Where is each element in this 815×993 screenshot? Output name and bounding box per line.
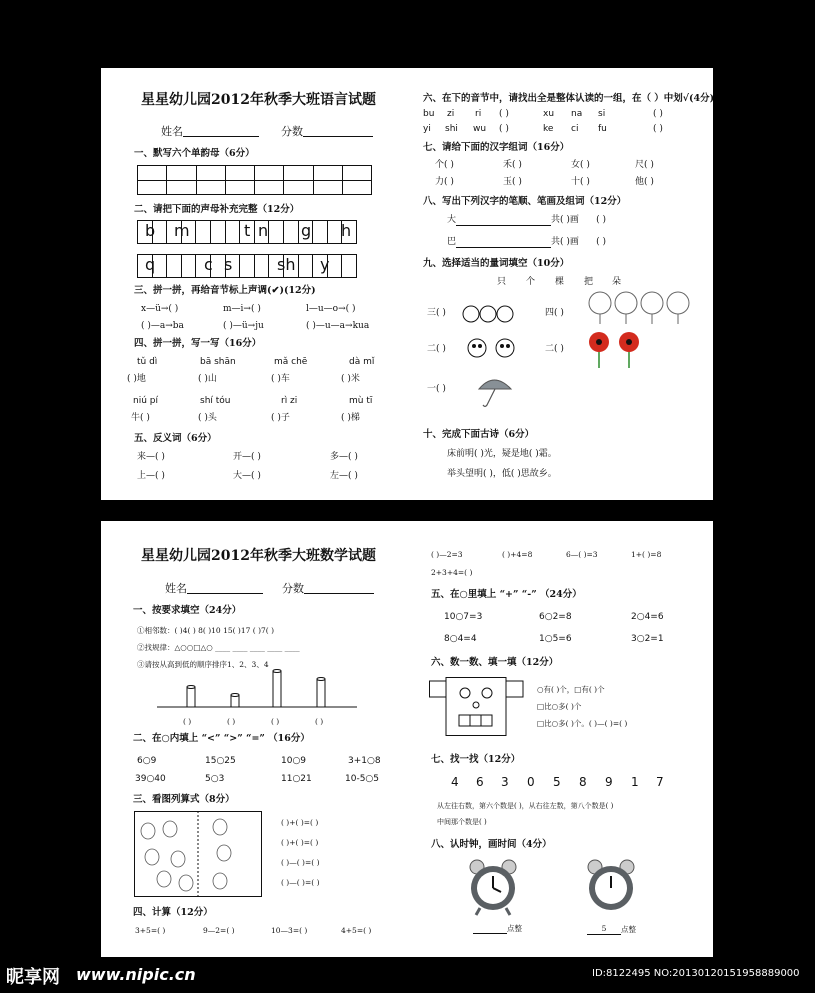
digit: 8 xyxy=(579,775,587,789)
score-label: 分数 xyxy=(282,583,374,594)
pinyin-word: rì zi xyxy=(281,396,298,406)
hanzi-blank: 牛( ) xyxy=(131,413,150,423)
pinyin-item: ( )—a→ba xyxy=(141,321,184,331)
syllable: na xyxy=(571,109,583,119)
trees-icon xyxy=(588,290,698,326)
site-url[interactable]: www.nipic.cn xyxy=(76,965,196,984)
syllable: xu xyxy=(543,109,555,119)
score-label: 分数 xyxy=(281,126,373,137)
digit: 3 xyxy=(501,775,509,789)
name-label: 姓名 xyxy=(161,126,259,137)
site-logo: 昵享网 xyxy=(6,967,60,988)
shape-robot-figure xyxy=(429,677,524,737)
count-line-1: ○有( )个，□有( )个 xyxy=(537,685,605,694)
question-2-heading: 二、请把下面的声母补充完整（12分） xyxy=(134,204,300,215)
calc-item: 3+5=( ) xyxy=(135,926,166,935)
digit: 6 xyxy=(476,775,484,789)
question-6-heading: 六、在下的音节中，请找出全是整体认读的一组，在（ ）中划√(4分) xyxy=(423,93,715,104)
calc-item: 10—3=( ) xyxy=(271,926,308,935)
hanzi-blank: ( )地 xyxy=(127,374,146,384)
order-blank: ( ) xyxy=(227,717,236,726)
calc-item: 9—2=( ) xyxy=(203,926,235,935)
pinyin-item: ( )—ü→ju xyxy=(223,321,264,331)
measure-word: 朵 xyxy=(612,277,622,287)
consonant-q: q xyxy=(145,255,156,274)
stroke-row: 大 共( )画 ( ) xyxy=(447,215,606,225)
syllable: wu xyxy=(473,124,487,134)
time-answer-2: 5 点整 xyxy=(587,923,636,935)
question-10-heading: 十、完成下面古诗（6分） xyxy=(423,429,535,440)
pinyin-word: dà mǐ xyxy=(349,357,375,367)
digit: 5 xyxy=(553,775,561,789)
word-blank: 十( ) xyxy=(571,177,590,187)
operator-item: 6○2=8 xyxy=(539,612,572,622)
consonant-h: h xyxy=(341,221,352,240)
antonym-item: 开—( ) xyxy=(233,452,261,462)
math-test-title: 星星幼儿园2012年秋季大班数学试题 xyxy=(141,548,376,564)
pinyin-word: niú pí xyxy=(133,396,158,406)
antonym-item: 来—( ) xyxy=(137,452,165,462)
poem-line-2: 举头望明( )，低( )思故乡。 xyxy=(447,469,557,479)
compare-item: 6○9 xyxy=(137,756,157,766)
language-test-title: 星星幼儿园2012年秋季大班语言试题 xyxy=(141,92,376,108)
question-6-heading: 六、数一数、填一填（12分） xyxy=(431,657,559,668)
order-blank: ( ) xyxy=(183,717,192,726)
antonym-item: 左—( ) xyxy=(330,471,358,481)
consonant-y: y xyxy=(320,255,330,274)
compare-item: 3+1○8 xyxy=(348,756,381,766)
compare-item: 5○3 xyxy=(205,774,225,784)
syllable: fu xyxy=(598,124,607,134)
consonant-b: b xyxy=(145,221,156,240)
pinyin-item: l—u—o→( ) xyxy=(306,304,356,314)
find-line-1: 从左往右数，第六个数是( )，从右往左数，第八个数是( ) xyxy=(437,802,614,810)
find-line-2: 中间那个数是( ) xyxy=(437,818,487,826)
question-2-heading: 二、在○内填上 “<” “>” “=” （16分） xyxy=(133,733,310,744)
question-4-heading: 四、拼一拼，写一写（16分） xyxy=(134,338,262,349)
alarm-clock-icon xyxy=(586,858,636,918)
picture-equation: ( )—( )=( ) xyxy=(281,858,320,867)
consonant-n: n xyxy=(258,221,269,240)
consonant-t: t xyxy=(244,221,251,240)
question-8-heading: 八、认时钟，画时间（4分） xyxy=(431,839,552,850)
measure-blank: 四( ) xyxy=(545,308,564,318)
operator-item: 1○5=6 xyxy=(539,634,572,644)
count-line-2: □比○多( )个 xyxy=(537,702,582,711)
antonym-item: 多—( ) xyxy=(330,452,358,462)
consonant-s: s xyxy=(224,255,233,274)
consonant-m: m xyxy=(174,221,190,240)
hanzi-blank: ( )子 xyxy=(271,413,290,423)
measure-word: 个 xyxy=(526,277,536,287)
time-answer-1: 点整 xyxy=(473,923,522,934)
operator-item: 2○4=6 xyxy=(631,612,664,622)
stroke-row: 巴 共( )画 ( ) xyxy=(447,237,606,247)
compare-item: 10○9 xyxy=(281,756,307,766)
word-blank: 力( ) xyxy=(435,177,454,187)
count-line-3: □比○多( )个。( )—( )=( ) xyxy=(537,719,628,728)
digit: 4 xyxy=(451,775,459,789)
pinyin-word: bā shān xyxy=(200,357,236,367)
question-4-heading: 四、计算（12分） xyxy=(133,907,213,918)
question-9-heading: 九、选择适当的量词填空（10分） xyxy=(423,258,570,269)
answer-blank: ( ) xyxy=(653,109,663,119)
top-equation: 6—( )=3 xyxy=(566,550,598,559)
digit: 9 xyxy=(605,775,613,789)
pattern-row: ②找规律：△○○□△○ ____ ____ ____ ____ ____ xyxy=(137,643,300,652)
math-test-sheet xyxy=(101,521,713,957)
question-1-heading: 一、默写六个单韵母（6分） xyxy=(134,148,255,159)
question-1-heading: 一、按要求填空（24分） xyxy=(133,605,242,616)
flowers-icon xyxy=(586,330,646,370)
word-blank: 个( ) xyxy=(435,160,454,170)
answer-blank: ( ) xyxy=(499,124,509,134)
measure-blank: 二( ) xyxy=(545,344,564,354)
question-5-heading: 五、在○里填上 “+” “-” （24分） xyxy=(431,589,582,600)
syllable: ke xyxy=(543,124,554,134)
syllable: zi xyxy=(447,109,455,119)
measure-blank: 二( ) xyxy=(427,344,446,354)
syllable: ri xyxy=(475,109,482,119)
hanzi-blank: ( )梯 xyxy=(341,413,360,423)
question-7-heading: 七、请给下面的汉字组词（16分） xyxy=(423,142,570,153)
digit: 1 xyxy=(631,775,639,789)
answer-blank: ( ) xyxy=(653,124,663,134)
top-equation: ( )+4=8 xyxy=(502,550,533,559)
digit: 0 xyxy=(527,775,535,789)
pinyin-item: m—i→( ) xyxy=(223,304,261,314)
question-3-heading: 三、拼一拼，再给音节标上声调(✔)(12分) xyxy=(134,285,316,296)
pinyin-word: tǔ dì xyxy=(137,357,158,367)
order-blank: ( ) xyxy=(315,717,324,726)
vowel-writing-grid xyxy=(137,165,372,195)
picture-equation: ( )+( )=( ) xyxy=(281,818,319,827)
pinyin-word: shí tóu xyxy=(200,396,231,406)
pinyin-item: x—ü→( ) xyxy=(141,304,179,314)
syllable: bu xyxy=(423,109,435,119)
compare-item: 10-5○5 xyxy=(345,774,380,784)
word-blank: 女( ) xyxy=(571,160,590,170)
name-label: 姓名 xyxy=(165,583,263,594)
alarm-clock-icon xyxy=(468,858,518,918)
top-equation: 2+3+4=( ) xyxy=(431,568,473,577)
order-blank: ( ) xyxy=(271,717,280,726)
syllable: shi xyxy=(445,124,458,134)
compare-item: 39○40 xyxy=(135,774,166,784)
question-8-heading: 八、写出下列汉字的笔顺、笔画及组词（12分） xyxy=(423,196,627,207)
calc-item: 4+5=( ) xyxy=(341,926,372,935)
measure-blank: 三( ) xyxy=(427,308,446,318)
measure-blank: 一( ) xyxy=(427,384,446,394)
consonant-sh: sh xyxy=(277,255,296,274)
umbrella-icon xyxy=(477,373,513,409)
hanzi-blank: ( )头 xyxy=(198,413,217,423)
operator-item: 3○2=1 xyxy=(631,634,664,644)
image-id: ID:8122495 NO:20130120151958889000 xyxy=(592,968,800,979)
order-instruction: ③请按从高到低的顺序排序1、2、3、4 xyxy=(137,660,269,669)
hanzi-blank: ( )山 xyxy=(198,374,217,384)
question-5-heading: 五、反义词（6分） xyxy=(134,433,217,444)
top-equation: 1+( )=8 xyxy=(631,550,662,559)
measure-word: 只 xyxy=(497,277,507,287)
consonant-g: g xyxy=(301,221,312,240)
picture-equation-figure xyxy=(134,811,262,897)
top-equation: ( )—2=3 xyxy=(431,550,463,559)
antonym-item: 上—( ) xyxy=(137,471,165,481)
operator-item: 8○4=4 xyxy=(444,634,477,644)
poem-line-1: 床前明( )光，疑是地( )霜。 xyxy=(447,449,557,459)
word-blank: 禾( ) xyxy=(503,160,522,170)
compare-item: 11○21 xyxy=(281,774,312,784)
picture-equation: ( )+( )=( ) xyxy=(281,838,319,847)
word-blank: 尺( ) xyxy=(635,160,654,170)
question-3-heading: 三、看图列算式（8分） xyxy=(133,794,235,805)
cylinders-figure xyxy=(157,667,357,709)
hanzi-blank: ( )车 xyxy=(271,374,290,384)
pinyin-word: mǎ chē xyxy=(274,357,308,367)
neighbor-numbers: ①相邻数：( )4( ) 8( )10 15( )17 ( )7( ) xyxy=(137,626,275,635)
compare-item: 15○25 xyxy=(205,756,236,766)
consonant-c: c xyxy=(204,255,213,274)
chicks-icon xyxy=(465,336,521,362)
pinyin-item: ( )—u—a→kua xyxy=(306,321,370,331)
antonym-item: 大—( ) xyxy=(233,471,261,481)
word-blank: 玉( ) xyxy=(503,177,522,187)
syllable: yi xyxy=(423,124,431,134)
measure-word: 把 xyxy=(584,277,594,287)
language-test-sheet xyxy=(101,68,713,500)
pinyin-word: mù tī xyxy=(349,396,373,406)
digit: 7 xyxy=(656,775,664,789)
apples-icon xyxy=(461,304,521,324)
question-7-heading: 七、找一找（12分） xyxy=(431,754,521,765)
answer-blank: ( ) xyxy=(499,109,509,119)
syllable: si xyxy=(598,109,606,119)
hanzi-blank: ( )米 xyxy=(341,374,360,384)
syllable: ci xyxy=(571,124,579,134)
operator-item: 10○7=3 xyxy=(444,612,483,622)
measure-word: 棵 xyxy=(555,277,565,287)
word-blank: 他( ) xyxy=(635,177,654,187)
picture-equation: ( )—( )=( ) xyxy=(281,878,320,887)
